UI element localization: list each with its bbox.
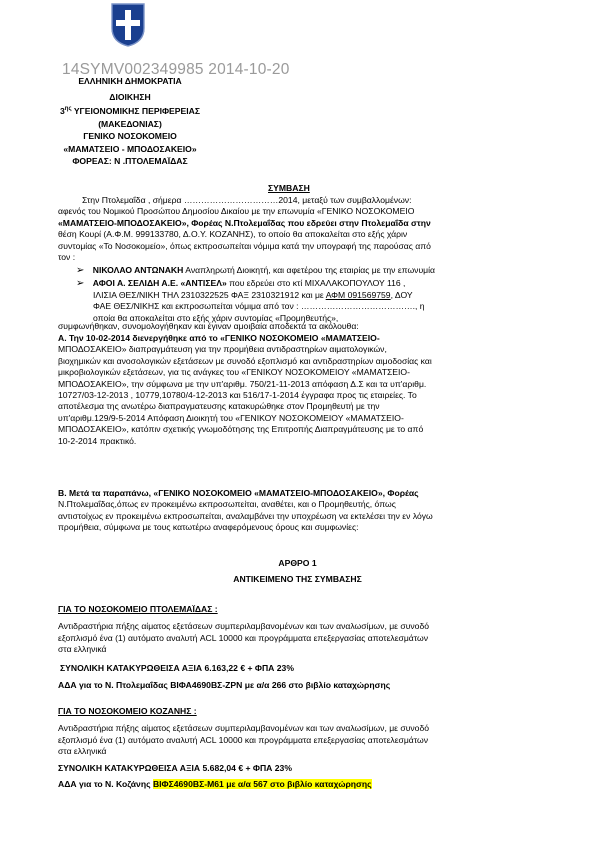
paragraph-line: ΜΠΟΔΟΣΑΚΕΙΟ», κατόπιν σχετικής γνωμοδότησης της Επιτροπής Διαπραγμάτευσης με το από — [58, 424, 424, 435]
section-desc-line: στα ελληνικά — [58, 746, 107, 757]
party-item — [76, 278, 538, 289]
document-stamp: 14SYMV002349985 2014-10-20 — [62, 61, 290, 78]
paragraph-line: βιοχημικών και ανοσολογικών εξετάσεων με συνοδό εξοπλισμό και αντιδραστηρίων αιμοδοσίας και — [58, 355, 432, 366]
intro-line: θέση Κουρί (Α.Φ.Μ. 999133780, Δ.Ο.Υ. ΚΟΖΑΝΗΣ), το οποίο θα αποκαλείται στο εξής χάριν — [58, 229, 408, 240]
intro-line: «ΜΑΜΑΤΣΕΙΟ-ΜΠΟΔΟΣΑΚΕΙΟ», Φορέας Ν.Πτολεμαΐδας που εδρεύει στην Πτολεμαΐδα στην — [58, 217, 431, 228]
intro-line: αφενός του Νομικού Προσώπου Δημοσίου Δικαίου με την επωνυμία «ΓΕΝΙΚΟ ΝΟΣΟΚΟΜΕΙΟ — [58, 206, 415, 217]
section-desc-line: Αντιδραστήρια πήξης αίματος εξετάσεων συμπεριλαμβανομένων και των αναλωσίμων, με συνοδό — [58, 621, 430, 632]
section-desc-line: στα ελληνικά — [58, 644, 107, 655]
paragraph-line: Ν.Πτολεμαΐδας,όπως εν προκειμένω εκπροσωπείται, αναθέτει, και ο Προμηθευτής, όπως — [58, 499, 396, 510]
arrow-bullet-icon: ➢ — [76, 278, 85, 290]
party-text: οποία θα αποκαλείται στο εξής χάριν συντομίας «Προμηθευτής», — [93, 312, 339, 323]
total-value: ΣΥΝΟΛΙΚΗ ΚΑΤΑΚΥΡΩΘΕΙΣΑ ΑΞΙΑ 6.163,22 € + ΦΠΑ 23% — [60, 662, 294, 673]
paragraph-line: ΜΠΟΔΟΣΑΚΕΙΟ» διαπραγμάτευση για την προμήθεια αντιδραστηρίων αιματολογικών, — [58, 344, 387, 355]
party-text: Αναπληρωτή Διοικητή, και αφετέρου της εταιρίας με την επωνυμία — [183, 265, 436, 275]
party-text: ΙΛΙΣΙΑ ΘΕΣ/ΝΙΚΗ ΤΗΛ 2310322525 ΦΑΞ 2310321912 και με ΑΦΜ 091569759, ΔΟΥ — [93, 289, 413, 300]
paragraph-line: αποτέλεσμα της ανωτέρω διαπραγματευσης κατακυρώθηκε στον Προμηθευτή με την — [58, 401, 380, 412]
letterhead-administration: ΔΙΟΙΚΗΣΗ — [109, 91, 151, 102]
greek-emblem-logo — [110, 2, 146, 48]
letterhead — [40, 75, 220, 168]
arrow-bullet-icon: ➢ — [76, 265, 85, 276]
intro-line: τον : — [58, 252, 76, 263]
section-desc-line: Αντιδραστήρια πήξης αίματος εξετάσεων συμπεριλαμβανομένων και των αναλωσίμων, με συνοδό — [58, 723, 430, 734]
ada-line: ΑΔΑ για το Ν. Κοζάνης ΒΙΦΣ4690ΒΣ-Μ61 με α/α 567 στο βιβλίο καταχώρησης — [58, 779, 372, 790]
party-text: ΦΑΕ ΘΕΣ/ΝΙΚΗΣ και εκπροσωπείται νόμιμα από τον : …………………………………., η — [93, 301, 425, 312]
total-value: ΣΥΝΟΛΙΚΗ ΚΑΤΑΚΥΡΩΘΕΙΣΑ ΑΞΙΑ 5.682,04 € + ΦΠΑ 23% — [58, 762, 292, 773]
intro-line: Στην Πτολεμαΐδα , σήμερα ……………………………2014, μεταξύ των συμβαλλομένων: — [82, 195, 412, 205]
agreed-text: συμφωνήθηκαν, συνομολογήθηκαν και έγιναν αμοιβαία αποδεκτά τα ακόλουθα: — [58, 321, 359, 331]
section-ptolemaida — [58, 604, 538, 691]
paragraph-line: υπ'αριθμ.129/9-5-2014 Απόφαση Διοικητή του «ΓΕΝΙΚΟΥ ΝΟΣΟΚΟΜΕΙΟΥ «ΜΑΜΑΤΣΕΙΟ- — [58, 412, 404, 423]
paragraph-line: A. Την 10-02-2014 διενεργήθηκε από το «ΓΕΝΙΚΟ ΝΟΣΟΚΟΜΕΙΟ «ΜΑΜΑΤΣΕΙΟ- — [58, 333, 380, 343]
letterhead-hospital: ΓΕΝΙΚΟ ΝΟΣΟΚΟΜΕΙΟ — [83, 131, 177, 142]
intro-paragraph — [58, 195, 538, 263]
afm-number: ΑΦΜ 091569759 — [325, 289, 391, 300]
letterhead-hospital-name: «ΜΑΜΑΤΣΕΙΟ - ΜΠΟΔΟΣΑΚΕΙΟ» — [63, 143, 197, 154]
letterhead-entity: ΦΟΡΕΑΣ: Ν .ΠΤΟΛΕΜΑΪΔΑΣ — [72, 156, 188, 167]
paragraph-line: αντιστοίχως εν προκειμένω εκπροσωπείται, αναλαμβάνει την υποχρέωση να εκτελέσει την εν λόγω — [58, 510, 433, 521]
paragraph-line: προμήθεια, σύμφωνα με τους κατωτέρω αναφερόμενους όρους και συμφωνίες: — [58, 522, 359, 533]
party-name: ΝΙΚΟΛΑΟ ΑΝΤΩΝΑΚΗ — [92, 265, 184, 275]
paragraph-line: 10727/03-12-2013 , 10779,10780/4-12-2013 και 516/17-1-2014 έγγραφα προς τις εταιρείες. Το — [58, 390, 417, 401]
section-desc-line: εξοπλισμό ένα (1) αυτόματο αναλυτή ACL 10000 και προγράμματα επεξεργασίας αποτελεσμάτων — [58, 632, 429, 643]
article-number: ΑΡΘΡΟ 1 — [278, 558, 317, 568]
section-heading: ΓΙΑ ΤΟ ΝΟΣΟΚΟΜΕΙΟ ΠΤΟΛΕΜΑΪΔΑΣ : — [58, 604, 218, 614]
section-desc-line: εξοπλισμό ένα (1) αυτόματο αναλυτή ACL 10000 και προγράμματα επεξεργασίας αποτελεσμάτων — [58, 734, 429, 745]
highlighted-ada: ΒΙΦΣ4690ΒΣ-Μ61 με α/α 567 στο βιβλίο καταχώρησης — [152, 779, 372, 790]
paragraph-b — [58, 488, 538, 534]
letterhead-macedonia: (ΜΑΚΕΔΟΝΙΑΣ) — [98, 118, 162, 129]
letterhead-region: $3^{\eta\varsigma}$ ΥΓΕΙΟΝΟΜΙΚΗΣ ΠΕΡΙΦΕΡΕΙΑΣ — [60, 106, 200, 117]
article-title: ΑΝΤΙΚΕΙΜΕΝΟ ΤΗΣ ΣΥΜΒΑΣΗΣ — [233, 574, 362, 585]
letterhead-republic: ΕΛΛΗΝΙΚΗ ΔΗΜΟΚΡΑΤΙΑ — [78, 76, 182, 86]
article-heading — [0, 558, 595, 586]
party-name: ΑΦΟΙ Α. ΣΕΛΙΔΗ Α.Ε. «ΑΝΤΙΣΕΛ» — [92, 278, 227, 289]
paragraph-line: 10-2-2014 πρακτικό. — [58, 435, 137, 446]
paragraph-line: B. Μετά τα παραπάνω, «ΓΕΝΙΚΟ ΝΟΣΟΚΟΜΕΙΟ «ΜΑΜΑΤΣΕΙΟ-ΜΠΟΔΟΣΑΚΕΙΟ», Φορέας — [58, 488, 419, 498]
ada-line: ΑΔΑ για το Ν. Πτολεμαΐδας ΒΙΦΑ4690ΒΣ-ΖΡΝ με α/α 266 στο βιβλίο καταχώρησης — [58, 680, 391, 691]
paragraph-a — [58, 333, 538, 447]
section-heading: ΓΙΑ ΤΟ ΝΟΣΟΚΟΜΕΙΟ ΚΟΖΑΝΗΣ : — [58, 706, 197, 716]
paragraph-line: ΜΠΟΔΟΣΑΚΕΙΟ», την σύμφωνα με την υπ'αριθμ. 750/21-11-2013 απόφαση Δ.Σ και τα υπ'αριθμ. — [58, 378, 427, 389]
party-text: που εδρεύει στο κτί ΜΙΧΑΛΑΚΟΠΟΥΛΟΥ 116 , — [226, 278, 406, 289]
contract-title: ΣΥΜΒΑΣΗ — [268, 183, 310, 193]
party-item — [76, 265, 538, 276]
paragraph-line: μικροβιολογικών εξετάσεων, για τις ανάγκες του «ΓΕΝΙΚΟΥ ΝΟΣΟΚΟΜΕΙΟΥ «ΜΑΜΑΤΣΕΙΟ- — [58, 367, 410, 378]
party-list — [76, 265, 538, 324]
section-kozani — [58, 706, 538, 790]
intro-line: συντομίας «Το Νοσοκομείο», όπως εκπροσωπείται νόμιμα κατά την υπογραφή της παρούσας από — [58, 240, 431, 251]
